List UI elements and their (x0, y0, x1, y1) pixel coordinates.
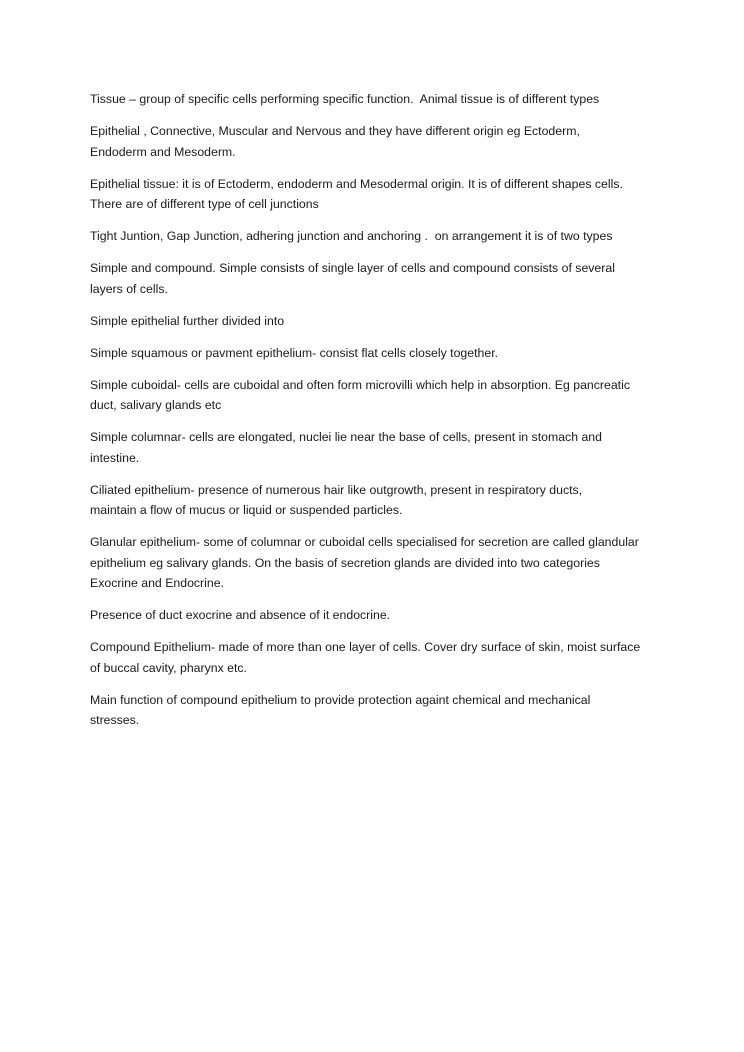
paragraph-exocrine-endocrine: Presence of duct exocrine and absence of it endocrine. (90, 608, 391, 622)
paragraph-simple-compound: Simple and compound. Simple consists of single layer of cells and compound consists of several layers of cells. (90, 261, 615, 296)
paragraph-ciliated: Ciliated epithelium- presence of numerous hair like outgrowth, present in respiratory ducts, maintain a flow of mucus or liquid or suspended particles. (90, 482, 583, 517)
paragraph-tissue-types: Epithelial , Connective, Muscular and Nervous and they have different origin eg Ectoderm, Endoderm and Mesoderm. (90, 124, 580, 159)
paragraph-cell-junctions: Tight Juntion, Gap Junction, adhering junction and anchoring . on arrangement it is of two types (90, 229, 613, 243)
paragraph-compound-epithelium: Compound Epithelium- made of more than one layer of cells. Cover dry surface of skin, moist surface of buccal cavity, pharynx etc. (90, 640, 641, 675)
paragraph-simple-cuboidal: Simple cuboidal- cells are cuboidal and often form microvilli which help in absorption. Eg pancreatic duct, salivary glands etc (90, 377, 630, 412)
paragraph-simple-squamous: Simple squamous or pavment epithelium- consist flat cells closely together. (90, 345, 499, 360)
document-body (90, 89, 660, 742)
paragraph-simple-divisions: Simple epithelial further divided into (90, 313, 285, 328)
paragraph-compound-function: Main function of compound epithelium to provide protection againt chemical and mechanical stresses. (90, 692, 591, 727)
paragraph-glandular: Glanular epithelium- some of columnar or cuboidal cells specialised for secretion are called glandular epithelium eg salivary glands. On the basis of secretion glands are divided into two categories Exocrine and Endocrine. (90, 535, 639, 590)
paragraph-tissue-definition: Tissue – group of specific cells performing specific function. Animal tissue is of different types (90, 92, 600, 106)
paragraph-epithelial-tissue: Epithelial tissue: it is of Ectoderm, endoderm and Mesodermal origin. It is of different shapes cells. There are of different type of cell junctions (90, 176, 623, 211)
paragraph-simple-columnar: Simple columnar- cells are elongated, nuclei lie near the base of cells, present in stomach and intestine. (90, 430, 602, 465)
